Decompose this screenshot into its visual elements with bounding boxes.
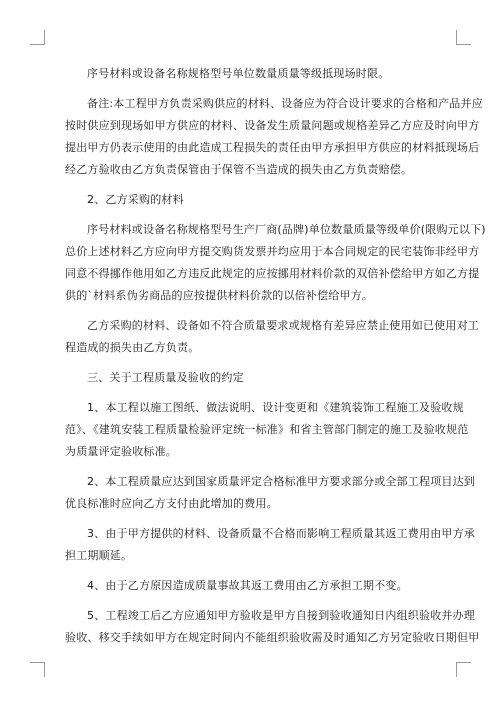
text-line: 4、由于乙方原因造成质量事故其返工费用由乙方承担工期不变。 bbox=[87, 579, 408, 592]
text-line: 程造成的损失由乙方负责。 bbox=[65, 341, 200, 354]
text-line: 序号材料或设备名称规格型号单位数量质量等级抵现场时限。 bbox=[87, 67, 390, 80]
paragraph bbox=[65, 93, 483, 181]
text-line: 1、本工程以施工图纸、做法说明、设计变更和《建筑装饰工程施工及验收规 bbox=[87, 401, 464, 414]
paragraph bbox=[65, 189, 435, 211]
paragraph bbox=[65, 315, 479, 359]
text-line: 范》、《建筑安装工程质量检验评定统一标准》和省主管部门制定的施工及验收规范 bbox=[65, 423, 469, 436]
text-line: 3、由于甲方提供的材料、设备质量不合格而影响工程质量其返工费用由甲方承 bbox=[87, 527, 475, 540]
paragraph bbox=[65, 219, 486, 307]
text-line: 按时供应到现场如甲方供应的材料、设备发生质量问题或规格差异乙方应及时向甲方 bbox=[65, 119, 480, 132]
crop-mark-top-left bbox=[30, 30, 45, 45]
text-line: 2、乙方采购的材料 bbox=[87, 193, 184, 206]
text-line: 优良标准时应向乙方支付由此增加的费用。 bbox=[65, 497, 278, 510]
text-line: 经乙方验收由乙方负责保管由于保管不当造成的损失由乙方负责赔偿。 bbox=[65, 163, 413, 176]
text-line: 供的`材料系伪劣商品的应按提供材料价款的以倍补偿给甲方。 bbox=[65, 289, 374, 302]
text-line: 验收、移交手续如甲方在规定时间内不能组织验收需及时通知乙方另定验收日期但甲 bbox=[65, 631, 480, 644]
crop-mark-top-right bbox=[456, 30, 471, 45]
text-line: 提出甲方仍表示使用的由此造成工程损失的责任由甲方承担甲方供应的材料抵现场后 bbox=[65, 141, 480, 154]
document-body bbox=[65, 63, 486, 657]
text-line: 担工期顺延。 bbox=[65, 549, 133, 562]
text-line: 乙方采购的材料、设备如不符合质量要求或规格有差异应禁止使用如已使用对工 bbox=[87, 319, 479, 332]
crop-mark-bottom-right bbox=[456, 662, 471, 677]
text-line: 总价上述材料乙方应向甲方提交购货发票并均应用于本合同规定的民宅装饰非经甲方 bbox=[65, 245, 480, 258]
paragraph bbox=[65, 575, 435, 597]
paragraph bbox=[65, 523, 475, 567]
paragraph bbox=[65, 367, 435, 389]
text-line: 5、工程竣工后乙方应通知甲方验收是甲方自接到验收通知日内组织验收并办理 bbox=[87, 609, 475, 622]
paragraph bbox=[65, 471, 475, 515]
text-line: 备注:本工程甲方负责采购供应的材料、设备应为符合设计要求的合格和产品并应 bbox=[87, 97, 483, 110]
paragraph bbox=[65, 605, 480, 649]
paragraph bbox=[65, 397, 469, 463]
text-line: 同意不得挪作他用如乙方违反此规定的应按挪用材料价款的双倍补偿给甲方如乙方提 bbox=[65, 267, 480, 280]
text-line: 为质量评定验收标准。 bbox=[65, 445, 177, 458]
text-line: 2、本工程质量应达到国家质量评定合格标准甲方要求部分或全部工程项目达到 bbox=[87, 475, 475, 488]
crop-mark-bottom-left bbox=[30, 662, 45, 677]
text-line: 三、关于工程质量及验收的约定 bbox=[87, 371, 244, 384]
paragraph bbox=[65, 63, 435, 85]
text-line: 序号材料或设备名称规格型号生产厂商(品牌)单位数量质量等级单价(限购元以下) bbox=[87, 223, 486, 236]
